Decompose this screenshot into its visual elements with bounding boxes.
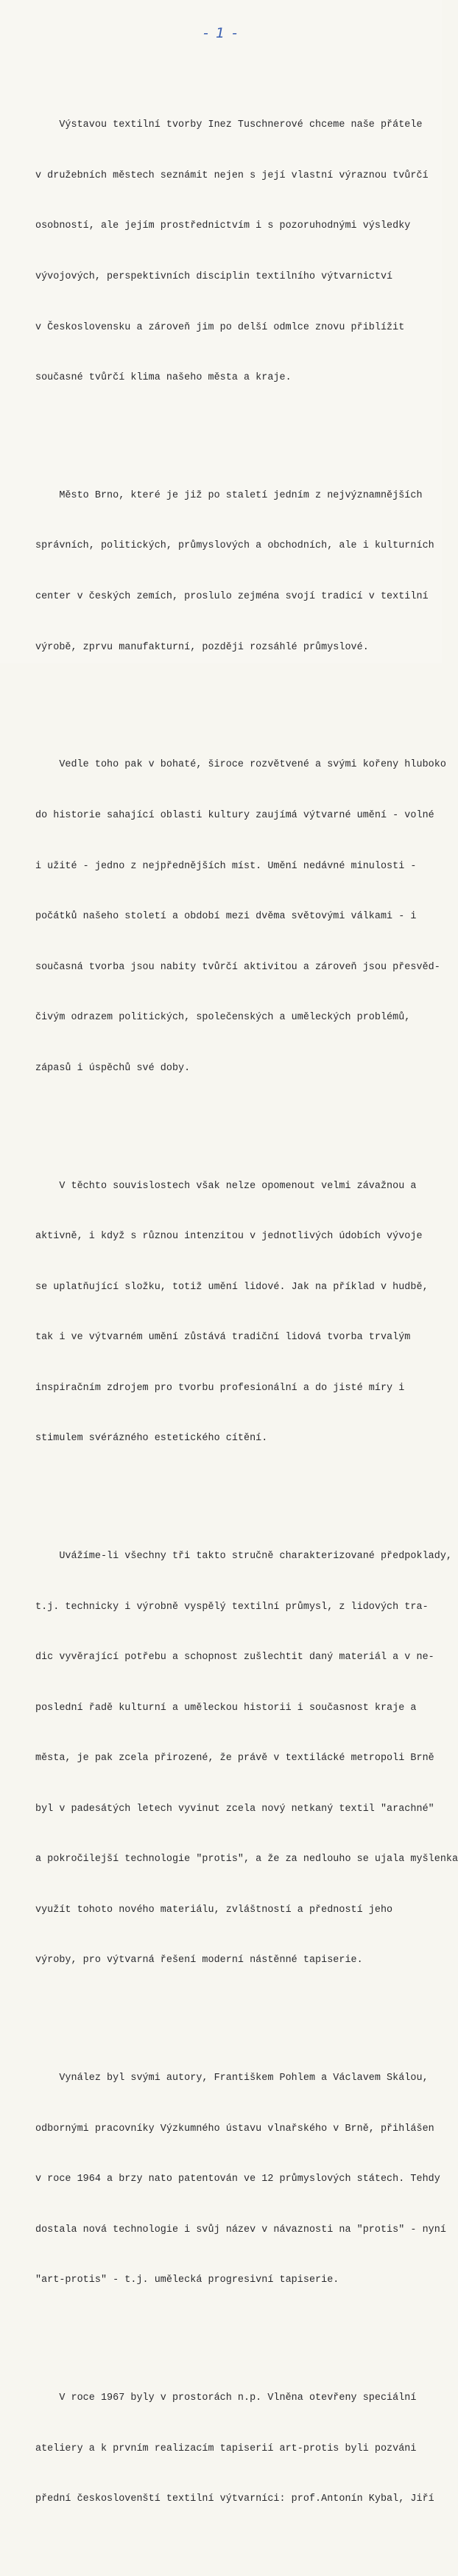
page-number: - 1 - bbox=[203, 25, 239, 41]
text-line: využít tohoto nového materiálu, zvláštností a předností jeho bbox=[35, 1904, 393, 1916]
text-line: poslední řadě kulturní a uměleckou historii i současnost kraje a bbox=[35, 1702, 417, 1714]
text-line: do historie sahající oblasti kultury zaujímá výtvarné umění - volné bbox=[35, 809, 434, 821]
text-line: V těchto souvislostech však nelze opomenout velmi závažnou a bbox=[35, 1180, 417, 1192]
text-line: správních, politických, průmyslových a obchodních, ale i kulturních bbox=[35, 540, 434, 552]
text-line: čivým odrazem politických, společenských a uměleckých problémů, bbox=[35, 1012, 411, 1024]
text-line: v Československu a zároveň jim po delší odmlce znovu přiblížit bbox=[35, 321, 405, 333]
paragraph-6 bbox=[35, 2037, 446, 2323]
text-line: v roce 1964 a brzy nato patentován ve 12 průmyslových státech. Tehdy bbox=[35, 2174, 440, 2185]
text-line: aktivně, i když s různou intenzitou v jednotlivých údobích vývoje bbox=[35, 1231, 423, 1243]
text-line: ateliery a k prvním realizacím tapiserií art-protis byli pozváni bbox=[35, 2443, 417, 2454]
text-line: "art-protis" - t.j. umělecká progresivní tapiserie. bbox=[35, 2275, 339, 2286]
text-line: odbornými pracovníky Výzkumného ústavu vlnařského v Brně, přihlášen bbox=[35, 2123, 434, 2135]
text-line: Uvážíme-li všechny tři takto stručně charakterizované předpoklady, bbox=[35, 1551, 452, 1563]
paragraph-1 bbox=[35, 84, 433, 421]
text-line: stimulem svérázného estetického cítění. bbox=[35, 1433, 268, 1445]
text-line: byl v padesátých letech vyvinut zcela nový netkaný textil "arachné" bbox=[35, 1803, 434, 1815]
text-line: V roce 1967 byly v prostorách n.p. Vlněna otevřeny speciální bbox=[35, 2392, 417, 2404]
text-line: města, je pak zcela přirozené, že právě v textilácké metropoli Brně bbox=[35, 1753, 434, 1765]
text-line: vývojových, perspektivních disciplin textilního výtvarnictví bbox=[35, 270, 393, 282]
text-line: současná tvorba jsou nabity tvůrčí aktivitou a zároveň jsou přesvěd- bbox=[35, 961, 440, 973]
text-line: a pokročilejší technologie "protis", a že za nedlouho se ujala myšlenka bbox=[35, 1854, 458, 1865]
text-line: Výstavou textilní tvorby Inez Tuschnerové chceme naše přátele bbox=[35, 119, 423, 131]
text-line: dostala nová technologie i svůj název v návaznosti na "protis" - nyní bbox=[35, 2224, 446, 2235]
text-line: se uplatňující složku, totiž umění lidové. Jak na příklad v hudbě, bbox=[35, 1281, 429, 1293]
text-line: zápasů i úspěchů své doby. bbox=[35, 1062, 191, 1074]
paragraph-7 bbox=[35, 2357, 433, 2542]
text-line: výrobě, zprvu manufakturní, později rozsáhlé průmyslové. bbox=[35, 641, 369, 653]
text-line: Město Brno, které je již po staletí jedním z nejvýznamnějších bbox=[35, 489, 423, 501]
text-line: dic vyvěrající potřebu a schopnost zušlechtit daný materiál a v ne- bbox=[35, 1652, 434, 1664]
text-line: Vynález byl svými autory, Františkem Pohlem a Václavem Skálou, bbox=[35, 2073, 429, 2084]
text-line: počátků našeho století a období mezi dvěma světovými válkami - i bbox=[35, 911, 417, 923]
text-line: současné tvůrčí klima našeho města a kraje. bbox=[35, 372, 292, 384]
text-line: osobností, ale jejím prostřednictvím i s pozoruhodnými výsledky bbox=[35, 220, 411, 232]
text-line: center v českých zemích, proslulo zejména svojí tradicí v textilní bbox=[35, 591, 429, 602]
text-line: výroby, pro výtvarná řešení moderní nástěnné tapiserie. bbox=[35, 1955, 363, 1966]
text-line: přední českoslovenští textilní výtvarníci: prof.Antonín Kybal, Jiří bbox=[35, 2493, 434, 2505]
text-line: tak i ve výtvarném umění zůstává tradiční lidová tvorba trvalým bbox=[35, 1332, 411, 1344]
text-line: v družebních městech seznámit nejen s její vlastní výraznou tvůrčí bbox=[35, 170, 429, 181]
text-line: i užité - jedno z nejpřednějších míst. Umění nedávné minulosti - bbox=[35, 860, 417, 872]
document-body bbox=[35, 50, 458, 2576]
text-line: Vedle toho pak v bohaté, široce rozvětvené a svými kořeny hluboko bbox=[35, 759, 446, 771]
paragraph-5 bbox=[35, 1515, 458, 2003]
paragraph-2 bbox=[35, 454, 433, 690]
text-line: t.j. technicky i výrobně vyspělý textilní průmysl, z lidových tra- bbox=[35, 1601, 429, 1613]
text-line: inspiračním zdrojem pro tvorbu profesionální a do jisté míry i bbox=[35, 1382, 405, 1394]
paragraph-4 bbox=[35, 1145, 433, 1481]
paragraph-3 bbox=[35, 724, 446, 1111]
